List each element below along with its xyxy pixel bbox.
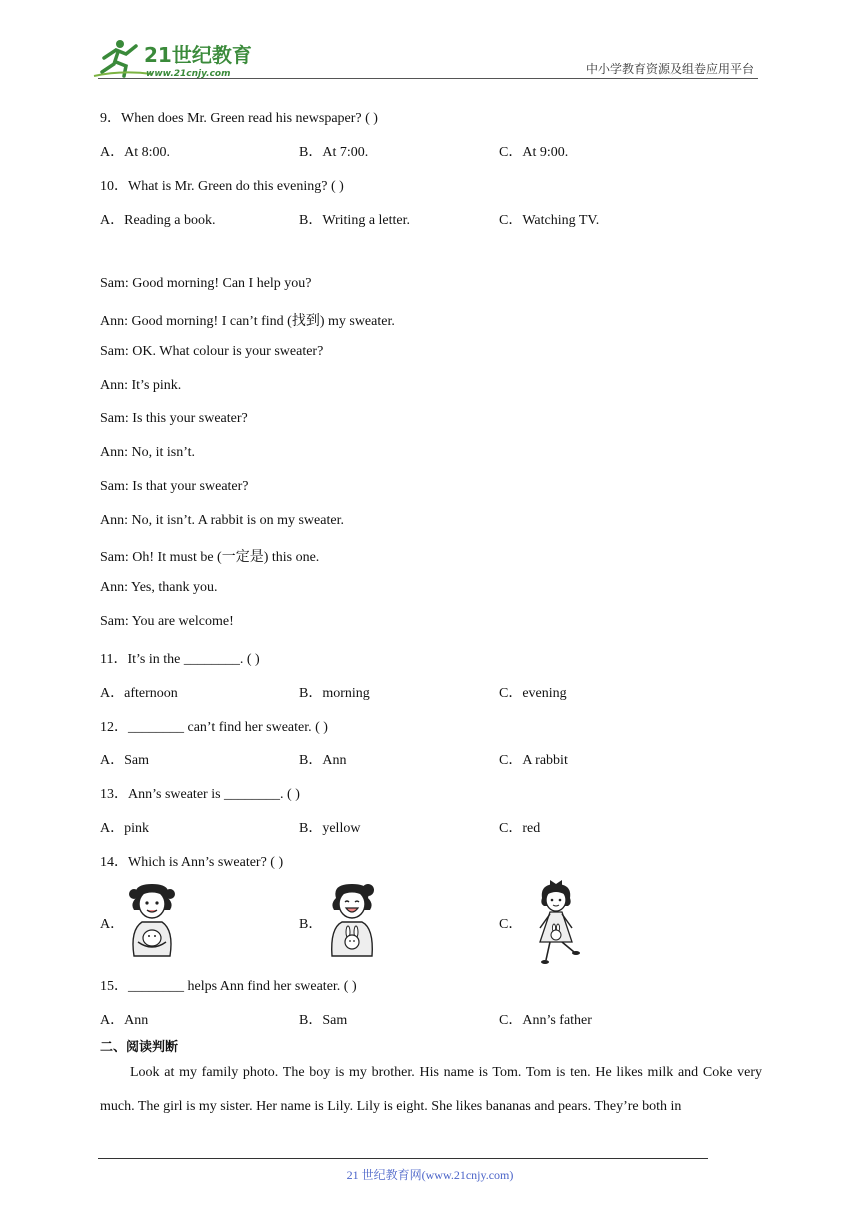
section-title: 二、阅读判断: [100, 1040, 179, 1055]
site-logo: [92, 36, 262, 80]
dialogue-line: Sam: Is this your sweater?: [100, 411, 248, 426]
dialogue-line: Ann: Yes, thank you.: [100, 580, 218, 595]
girl-c-image: [528, 876, 584, 966]
q11-option-b: B．morning: [299, 686, 370, 701]
q14-option-c: C．: [499, 917, 523, 932]
footer-text[interactable]: 21 世纪教育网(www.21cnjy.com): [346, 1168, 514, 1182]
q9-option-a: A．At 8:00.: [100, 145, 170, 160]
q12-option-c: C．A rabbit: [499, 753, 568, 768]
girl-a-image: [124, 880, 180, 958]
footer-divider: [98, 1158, 708, 1159]
q15-stem: 15．________ helps Ann find her sweater. ( ): [100, 979, 357, 994]
q9-stem: 9．When does Mr. Green read his newspaper? ( ): [100, 111, 378, 126]
q11-option-c: C．evening: [499, 686, 567, 701]
girl-b-image: [324, 880, 380, 958]
q10-option-b: B．Writing a letter.: [299, 213, 411, 228]
logo-url: www.21cnjy.com: [146, 69, 231, 79]
logo-text: 21世纪教育: [144, 43, 252, 67]
q14-option-b: B．: [299, 917, 323, 932]
q14-option-a: A．: [100, 917, 125, 932]
q15-option-c: C．Ann’s father: [499, 1013, 592, 1028]
q10-option-a: A．Reading a book.: [100, 213, 216, 228]
q10-stem: 10．What is Mr. Green do this evening? ( ): [100, 179, 344, 194]
header-divider: [98, 78, 758, 79]
q13-option-a: A．pink: [100, 821, 149, 836]
dialogue-line: Ann: No, it isn’t.: [100, 445, 196, 460]
q11-option-a: A．afternoon: [100, 686, 178, 701]
dialogue-line: Sam: OK. What colour is your sweater?: [100, 344, 324, 359]
q12-option-b: B．Ann: [299, 753, 347, 768]
q15-option-a: A．Ann: [100, 1013, 149, 1028]
q13-stem: 13．Ann’s sweater is ________. ( ): [100, 787, 300, 802]
dialogue-line: Sam: Good morning! Can I help you?: [100, 276, 312, 291]
q12-option-a: A．Sam: [100, 753, 149, 768]
dialogue-line: Ann: No, it isn’t. A rabbit is on my sweater.: [100, 513, 344, 528]
dialogue-line: Sam: You are welcome!: [100, 614, 234, 629]
q13-option-b: B．yellow: [299, 821, 361, 836]
dialogue-line: Ann: Good morning! I can’t find (找到) my sweater.: [100, 314, 395, 329]
reading-paragraph: Look at my family photo. The boy is my brother. His name is Tom. Tom is ten. He likes milk and Coke very much. The girl is my sister. Her name is Lily. Lily is eight. She likes bananas and pears. They’re both in: [100, 1065, 762, 1114]
q11-stem: 11．It’s in the ________. ( ): [100, 652, 260, 667]
q9-option-c: C．At 9:00.: [499, 145, 569, 160]
q12-stem: 12．________ can’t find her sweater. ( ): [100, 720, 328, 735]
header-platform-text: 中小学教育资源及组卷应用平台: [585, 62, 754, 76]
q10-option-c: C．Watching TV.: [499, 213, 600, 228]
q9-option-b: B．At 7:00.: [299, 145, 369, 160]
q15-option-b: B．Sam: [299, 1013, 348, 1028]
dialogue-line: Ann: It’s pink.: [100, 378, 182, 393]
dialogue-line: Sam: Is that your sweater?: [100, 479, 249, 494]
q14-stem: 14．Which is Ann’s sweater? ( ): [100, 855, 284, 870]
dialogue-line: Sam: Oh! It must be (一定是) this one.: [100, 550, 320, 565]
q13-option-c: C．red: [499, 821, 541, 836]
